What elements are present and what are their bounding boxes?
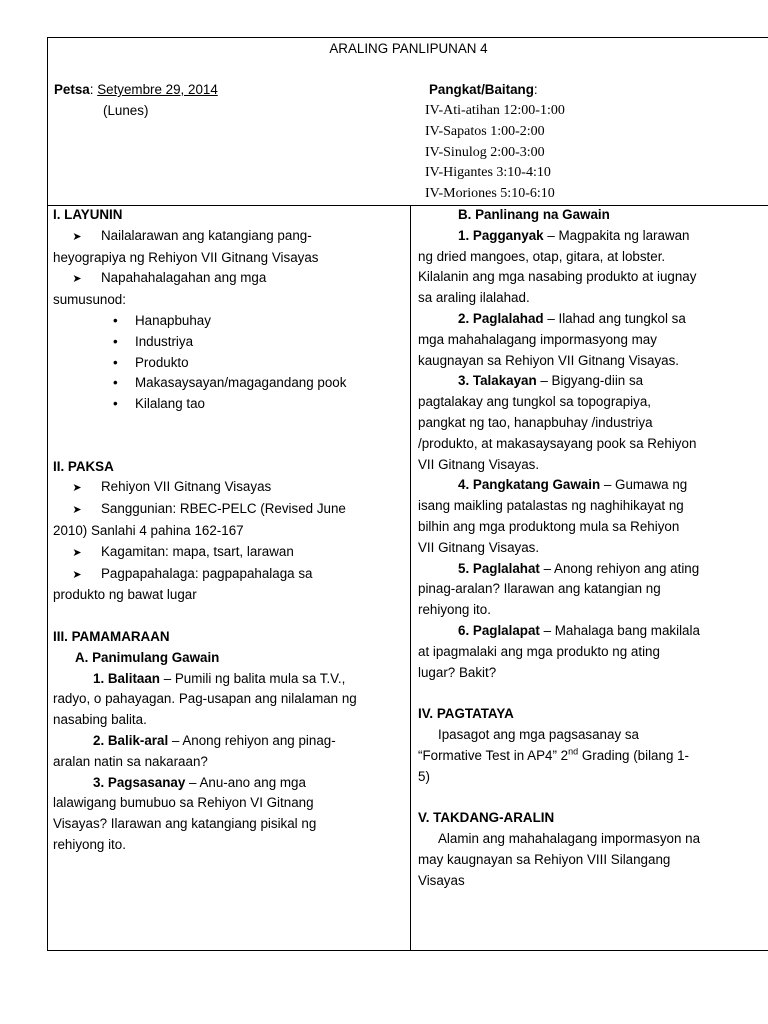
paglalahad-cont: kaugnayan sa Rehiyon VII Gitnang Visayas.	[418, 352, 680, 368]
paksa-item-cont: 2010) Sanlahi 4 pahina 162-167	[53, 522, 244, 538]
pagtataya-cont: 5)	[418, 768, 430, 784]
schedule-item: IV-Higantes 3:10-4:10	[425, 165, 551, 181]
pagganyak-cont: Kilalanin ang mga nasabing produkto at iugnay	[418, 269, 697, 285]
lesson-plan-page	[47, 37, 768, 950]
bullet-icon: •	[113, 312, 118, 328]
arrow-bullet-icon: ➤	[72, 230, 82, 243]
paksa-heading: II. PAKSA	[53, 458, 114, 474]
balikaral-line: 2. Balik-aral – Anong rehiyon ang pinag-	[93, 732, 336, 748]
panlinang-heading: B. Panlinang na Gawain	[458, 207, 610, 222]
objective-1: ➤ Nailalarawan ang katangiang pang-	[53, 226, 403, 248]
talakayan-cont: pangkat ng tao, hanapbuhay /industriya	[418, 414, 653, 430]
bullet-icon: •	[113, 375, 118, 391]
panimulang-heading: A. Panimulang Gawain	[75, 649, 220, 665]
date-label: Petsa	[54, 82, 90, 97]
pagganyak-cont: sa araling ilalahad.	[418, 290, 530, 306]
balitaan-line: 1. Balitaan – Pumili ng balita mula sa T.V.,	[93, 670, 346, 686]
pangkatang-cont: bilhin ang mga produktong mula sa Rehiyon	[418, 518, 680, 534]
paglalahat-line: 5. Paglalahat – Anong rehiyon ang ating	[458, 560, 700, 576]
layunin-heading: I. LAYUNIN	[53, 207, 123, 222]
paksa-item: ➤ Pagpapahalaga: pagpapahalaga sa	[53, 564, 403, 586]
objective-1-cont: heyograpiya ng Rehiyon VII Gitnang Visayas	[53, 249, 319, 265]
talakayan-cont: VII Gitnang Visayas.	[418, 456, 540, 472]
balikaral-cont: aralan natin sa nakaraan?	[53, 753, 208, 769]
paksa-item: ➤ Rehiyon VII Gitnang Visayas	[53, 477, 403, 499]
schedule-list	[425, 101, 565, 205]
paglalahat-cont: pinag-aralan? Ilarawan ang katangian ng	[418, 581, 661, 597]
document-title: ARALING PANLIPUNAN 4	[329, 41, 488, 56]
balitaan-cont: nasabing balita.	[53, 712, 147, 728]
objective-2: ➤ Napahahalagahan ang mga	[53, 268, 403, 290]
paglalapat-cont: lugar? Bakit?	[418, 664, 497, 680]
date-value: Setyembre 29, 2014	[97, 82, 218, 97]
paksa-item-cont: produkto ng bawat lugar	[53, 587, 197, 603]
schedule-item: IV-Ati-atihan 12:00-1:00	[425, 103, 565, 118]
list-item: • Makasaysayan/magagandang pook	[53, 373, 403, 394]
talakayan-line: 3. Talakayan – Bigyang-diin sa	[458, 373, 644, 389]
paglalapat-line: 6. Paglalapat – Mahalaga bang makilala	[458, 622, 700, 638]
left-column	[53, 205, 403, 856]
paglalahat-cont: rehiyong ito.	[418, 602, 491, 618]
day-label: (Lunes)	[103, 103, 149, 118]
bullet-icon: •	[113, 354, 118, 370]
takdang-cont: Visayas	[418, 872, 465, 888]
schedule-item: IV-Moriones 5:10-6:10	[425, 186, 555, 202]
talakayan-cont: /produkto, at makasaysayang pook sa Rehiyon	[418, 435, 697, 451]
paksa-item: ➤ Sanggunian: RBEC-PELC (Revised June	[53, 499, 403, 521]
pagganyak-line: 1. Pagganyak – Magpakita ng larawan	[458, 227, 690, 243]
list-item: • Industriya	[53, 332, 403, 353]
paksa-item: ➤ Kagamitan: mapa, tsart, larawan	[53, 542, 403, 564]
pagtataya-cont: “Formative Test in AP4” 2nd Grading (bilang 1-	[418, 746, 690, 763]
pagtataya-line: Ipasagot ang mga pagsasanay sa	[438, 726, 640, 742]
arrow-bullet-icon: ➤	[72, 568, 82, 581]
pagtataya-heading: IV. PAGTATAYA	[418, 706, 514, 722]
paglalapat-cont: at ipagmalaki ang mga produkto ng ating	[418, 643, 660, 659]
takdang-heading: V. TAKDANG-ARALIN	[418, 810, 555, 826]
paglalahad-cont: mga mahahalagang impormasyong may	[418, 331, 657, 347]
pagsasanay-line: 3. Pagsasanay – Anu-ano ang mga	[93, 774, 306, 790]
takdang-line: Alamin ang mahahalagang impormasyon na	[438, 830, 701, 846]
list-item: • Produkto	[53, 353, 403, 374]
pagsasanay-cont: rehiyong ito.	[53, 836, 126, 852]
pagsasanay-cont: lalawigang bumubuo sa Rehiyon VI Gitnang	[53, 795, 314, 811]
pamamaraan-heading: III. PAMAMARAAN	[53, 628, 170, 644]
column-divider	[410, 205, 411, 950]
objective-2-cont: sumusunod:	[53, 292, 126, 308]
arrow-bullet-icon: ➤	[72, 546, 82, 559]
bullet-icon: •	[113, 396, 118, 412]
pangkatang-cont: isang maikling patalastas ng naghihikayat ng	[418, 498, 684, 514]
talakayan-cont: pagtalakay ang tungkol sa topograpiya,	[418, 394, 652, 410]
arrow-bullet-icon: ➤	[72, 504, 82, 517]
schedule-item: IV-Sapatos 1:00-2:00	[425, 123, 545, 139]
arrow-bullet-icon: ➤	[72, 273, 82, 286]
right-column	[418, 205, 763, 891]
list-item: • Hanapbuhay	[53, 311, 403, 332]
pangkatang-line: 4. Pangkatang Gawain – Gumawa ng	[458, 477, 688, 493]
pagganyak-cont: ng dried mangoes, otap, gitara, at lobster.	[418, 248, 666, 264]
bullet-icon: •	[113, 333, 118, 349]
balitaan-cont: radyo, o pahayagan. Pag-usapan ang nilalaman ng	[53, 691, 357, 707]
pangkatang-cont: VII Gitnang Visayas.	[418, 539, 540, 555]
list-item: • Kilalang tao	[53, 394, 403, 415]
pagsasanay-cont: Visayas? Ilarawan ang katangiang pisikal ng	[53, 816, 317, 832]
paglalahad-line: 2. Paglalahad – Ilahad ang tungkol sa	[458, 310, 686, 326]
takdang-cont: may kaugnayan sa Rehiyon VIII Silangang	[418, 851, 671, 867]
schedule-item: IV-Sinulog 2:00-3:00	[425, 144, 545, 160]
section-label: Pangkat/Baitang	[429, 82, 534, 97]
section-label-line: Pangkat/Baitang:	[429, 82, 538, 97]
date-line: Petsa: Setyembre 29, 2014	[54, 82, 218, 97]
arrow-bullet-icon: ➤	[72, 482, 82, 495]
